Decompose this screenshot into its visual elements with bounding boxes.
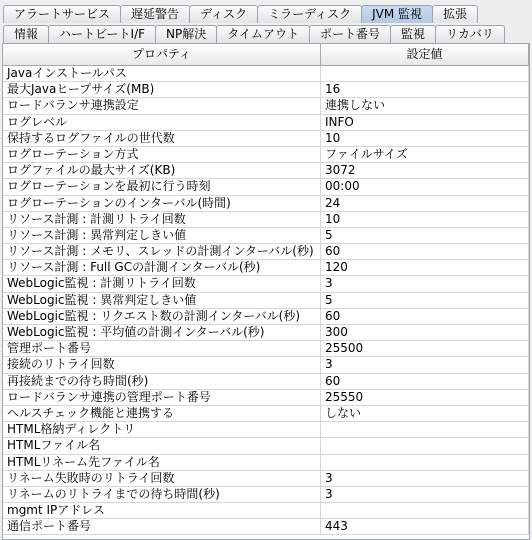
table-row[interactable]	[3, 147, 529, 163]
property-value[interactable]: 443	[321, 519, 529, 534]
tab-1[interactable]: 遅延警告	[120, 5, 190, 23]
table-row[interactable]	[3, 131, 529, 147]
table-row[interactable]	[3, 438, 529, 454]
property-value[interactable]: しない	[321, 406, 529, 421]
table-row[interactable]	[3, 309, 529, 325]
property-value[interactable]: 10	[321, 212, 529, 227]
property-name: ログローテーション方式	[3, 147, 321, 162]
table-row[interactable]	[3, 179, 529, 195]
table-row[interactable]	[3, 82, 529, 98]
table-row[interactable]	[3, 212, 529, 228]
property-value[interactable]	[321, 455, 529, 470]
table-row[interactable]	[3, 98, 529, 114]
property-name: ログファイルの最大サイズ(KB)	[3, 163, 321, 178]
subtab-0[interactable]: 情報	[3, 25, 49, 43]
table-row[interactable]	[3, 390, 529, 406]
property-name: WebLogic監視 : 異常判定しきい値	[3, 293, 321, 308]
property-name: Javaインストールパス	[3, 66, 321, 81]
table-row[interactable]	[3, 196, 529, 212]
tab-5[interactable]: 拡張	[432, 5, 478, 23]
table-row[interactable]	[3, 519, 529, 535]
property-name: 再接続までの待ち時間(秒)	[3, 374, 321, 389]
property-value[interactable]	[321, 422, 529, 437]
tab-4[interactable]: JVM 監視	[361, 5, 433, 23]
table-row[interactable]	[3, 487, 529, 503]
property-name: リソース計測 : 計測リトライ回数	[3, 212, 321, 227]
property-value[interactable]: 5	[321, 293, 529, 308]
table-row[interactable]	[3, 341, 529, 357]
table-body	[3, 66, 529, 535]
property-name: 最大Javaヒープサイズ(MB)	[3, 82, 321, 97]
property-name: 通信ポート番号	[3, 519, 321, 534]
property-value[interactable]: INFO	[321, 115, 529, 130]
property-value[interactable]: 3	[321, 487, 529, 502]
property-name: WebLogic監視 : 計測リトライ回数	[3, 276, 321, 291]
property-name: リソース計測 : メモリ、スレッドの計測インターバル(秒)	[3, 244, 321, 259]
table-row[interactable]	[3, 503, 529, 519]
property-name: リソース計測 : 異常判定しきい値	[3, 228, 321, 243]
property-name: WebLogic監視 : リクエスト数の計測インターバル(秒)	[3, 309, 321, 324]
property-name: HTMLファイル名	[3, 438, 321, 453]
property-value[interactable]: 25550	[321, 390, 529, 405]
property-value[interactable]: 3	[321, 357, 529, 372]
property-value[interactable]: ファイルサイズ	[321, 147, 529, 162]
subtab-6[interactable]: リカバリ	[435, 25, 505, 43]
column-header-value[interactable]: 設定値	[321, 44, 529, 65]
property-name: WebLogic監視 : 平均値の計測インターバル(秒)	[3, 325, 321, 340]
tab-0[interactable]: アラートサービス	[3, 5, 121, 23]
subtab-2[interactable]: NP解決	[155, 25, 217, 43]
tab-3[interactable]: ミラーディスク	[257, 5, 362, 23]
properties-panel	[2, 43, 530, 540]
property-name: HTML格納ディレクトリ	[3, 422, 321, 437]
property-value[interactable]: 24	[321, 196, 529, 211]
table-row[interactable]	[3, 406, 529, 422]
table-row[interactable]	[3, 276, 529, 292]
property-name: ログレベル	[3, 115, 321, 130]
table-row[interactable]	[3, 66, 529, 82]
property-name: 管理ポート番号	[3, 341, 321, 356]
property-value[interactable]: 25500	[321, 341, 529, 356]
property-value[interactable]: 60	[321, 244, 529, 259]
tab-bar-secondary	[3, 23, 504, 43]
property-value[interactable]	[321, 503, 529, 518]
subtab-3[interactable]: タイムアウト	[216, 25, 310, 43]
table-row[interactable]	[3, 228, 529, 244]
property-name: ロードバランサ連携の管理ポート番号	[3, 390, 321, 405]
property-name: ログローテーションのインターバル(時間)	[3, 196, 321, 211]
table-row[interactable]	[3, 244, 529, 260]
subtab-5[interactable]: 監視	[390, 25, 436, 43]
property-name: HTMLリネーム先ファイル名	[3, 455, 321, 470]
property-value[interactable]: 10	[321, 131, 529, 146]
table-row[interactable]	[3, 422, 529, 438]
property-value[interactable]: 連携しない	[321, 98, 529, 113]
property-value[interactable]: 300	[321, 325, 529, 340]
table-row[interactable]	[3, 260, 529, 276]
property-value[interactable]: 16	[321, 82, 529, 97]
property-name: ログローテーションを最初に行う時刻	[3, 179, 321, 194]
column-header-property[interactable]: プロパティ	[3, 44, 321, 65]
table-row[interactable]	[3, 357, 529, 373]
subtab-1[interactable]: ハートビートI/F	[48, 25, 156, 43]
property-value[interactable]: 120	[321, 260, 529, 275]
property-value[interactable]	[321, 66, 529, 81]
property-value[interactable]: 60	[321, 309, 529, 324]
property-value[interactable]	[321, 438, 529, 453]
table-row[interactable]	[3, 293, 529, 309]
property-name: 保持するログファイルの世代数	[3, 131, 321, 146]
tab-2[interactable]: ディスク	[189, 5, 258, 23]
property-name: リネーム失敗時のリトライ回数	[3, 471, 321, 486]
table-row[interactable]	[3, 471, 529, 487]
table-row[interactable]	[3, 163, 529, 179]
table-header	[3, 44, 529, 66]
property-name: 接続のリトライ回数	[3, 357, 321, 372]
property-value[interactable]: 3	[321, 276, 529, 291]
property-name: リネームのリトライまでの待ち時間(秒)	[3, 487, 321, 502]
tab-bar-primary	[3, 3, 477, 23]
property-value[interactable]: 00:00	[321, 179, 529, 194]
property-value[interactable]: 5	[321, 228, 529, 243]
property-name: リソース計測 : Full GCの計測インターバル(秒)	[3, 260, 321, 275]
table-row[interactable]	[3, 325, 529, 341]
property-value[interactable]: 3072	[321, 163, 529, 178]
table-row[interactable]	[3, 115, 529, 131]
property-value[interactable]: 60	[321, 374, 529, 389]
property-name: ヘルスチェック機能と連携する	[3, 406, 321, 421]
property-name: mgmt IPアドレス	[3, 503, 321, 518]
table-row[interactable]	[3, 374, 529, 390]
subtab-4[interactable]: ポート番号	[309, 25, 391, 43]
table-row[interactable]	[3, 455, 529, 471]
property-name: ロードバランサ連携設定	[3, 98, 321, 113]
property-value[interactable]: 3	[321, 471, 529, 486]
